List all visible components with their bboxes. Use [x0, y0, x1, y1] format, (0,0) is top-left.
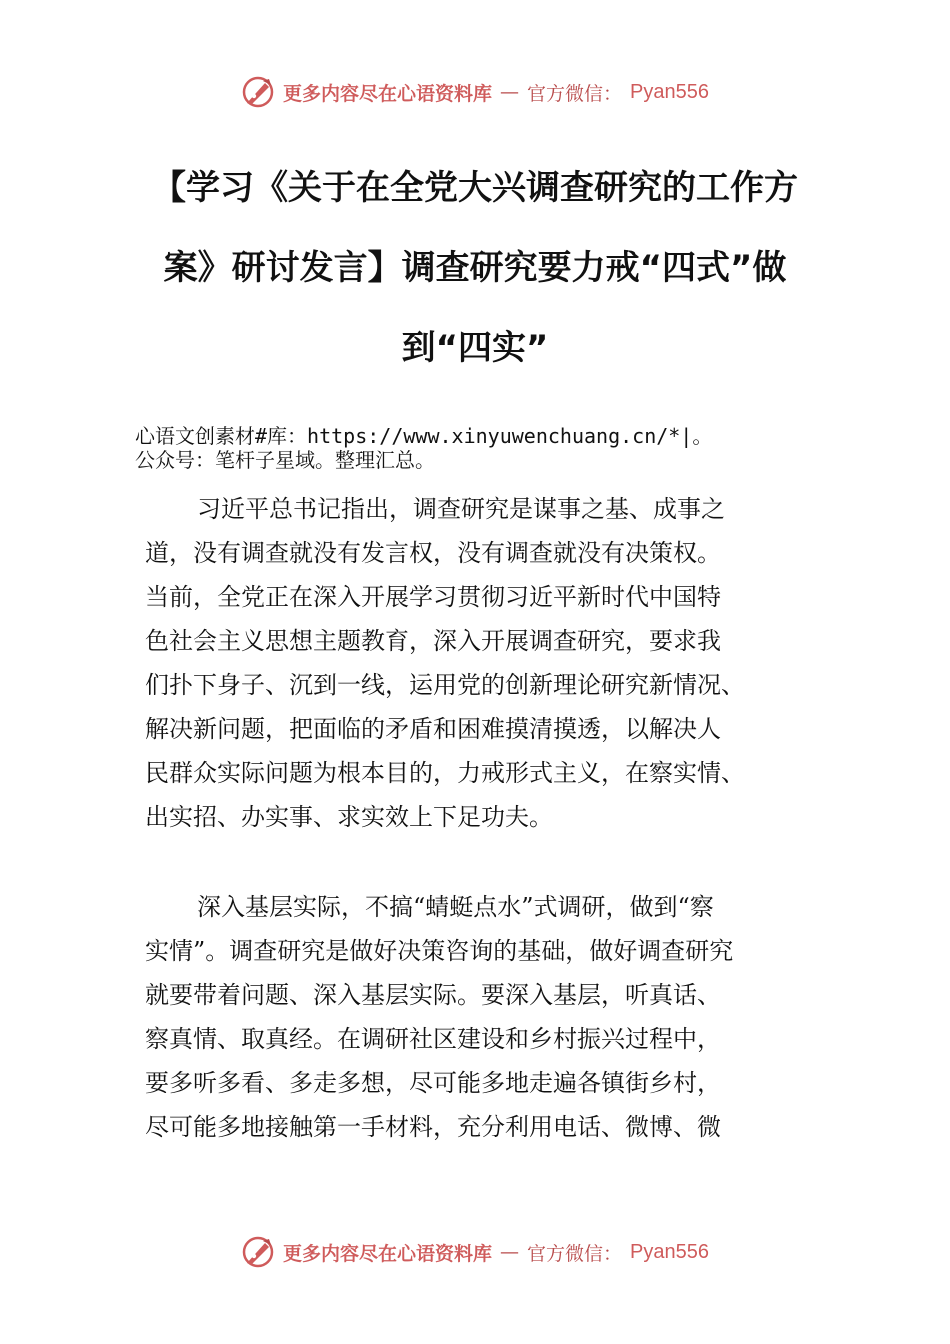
paragraph-line: 色社会主义思想主题教育，深入开展调查研究，要求我: [145, 627, 721, 655]
paragraph-line: 尽可能多地接触第一手材料，充分利用电话、微博、微: [145, 1113, 721, 1141]
pen-logo-icon: [241, 75, 275, 109]
document-title: 【学习《关于在全党大兴调查研究的工作方案》研讨发言】调查研究要力戒“四式”做到“四实”: [152, 168, 798, 368]
footer-banner: [0, 1232, 950, 1272]
paragraph-2: [145, 885, 813, 1149]
paragraph-line: 解决新问题，把面临的矛盾和困难摸清摸透，以解决人: [145, 715, 721, 743]
source-line-website: 心语文创素材#库：https://www.xinyuwenchuang.cn/*|。: [135, 424, 713, 448]
source-line-account: 公众号：笔杆子星域。整理汇总。: [135, 448, 435, 472]
banner-wechat-label: 官方微信：: [527, 82, 623, 105]
banner-separator: —: [500, 81, 520, 103]
paragraph-line: 察真情、取真经。在调研社区建设和乡村振兴过程中，: [145, 1025, 721, 1053]
pen-logo-icon: [241, 1235, 275, 1269]
banner-text: 更多内容尽在心语资料库: [283, 82, 493, 105]
paragraph-line: 民群众实际问题为根本目的，力戒形式主义，在察实情、: [145, 759, 745, 787]
banner-wechat-label: 官方微信：: [527, 1242, 623, 1265]
banner-text: 更多内容尽在心语资料库: [283, 1242, 493, 1265]
paragraph-line: 就要带着问题、深入基层实际。要深入基层，听真话、: [145, 981, 721, 1009]
paragraph-line: 要多听多看、多走多想，尽可能多地走遍各镇街乡村，: [145, 1069, 721, 1097]
paragraph-1: [145, 487, 813, 839]
banner-separator: —: [500, 1241, 520, 1263]
paragraph-line: 实情”。调查研究是做好决策咨询的基础，做好调查研究: [145, 937, 734, 965]
paragraph-line: 出实招、办实事、求实效上下足功夫。: [145, 803, 553, 831]
paragraph-line: 习近平总书记指出，调查研究是谋事之基、成事之: [197, 495, 725, 523]
paragraph-line: 道，没有调查就没有发言权，没有调查就没有决策权。: [145, 539, 721, 567]
source-note: [135, 424, 855, 472]
banner-wechat-id: Pyan556: [630, 1240, 709, 1263]
banner-wechat-id: Pyan556: [630, 80, 709, 103]
paragraph-line: 深入基层实际，不搞“蜻蜓点水”式调研，做到“察: [197, 893, 714, 921]
header-banner: [0, 72, 950, 112]
paragraph-line: 当前，全党正在深入开展学习贯彻习近平新时代中国特: [145, 583, 721, 611]
paragraph-line: 们扑下身子、沉到一线，运用党的创新理论研究新情况、: [145, 671, 745, 699]
